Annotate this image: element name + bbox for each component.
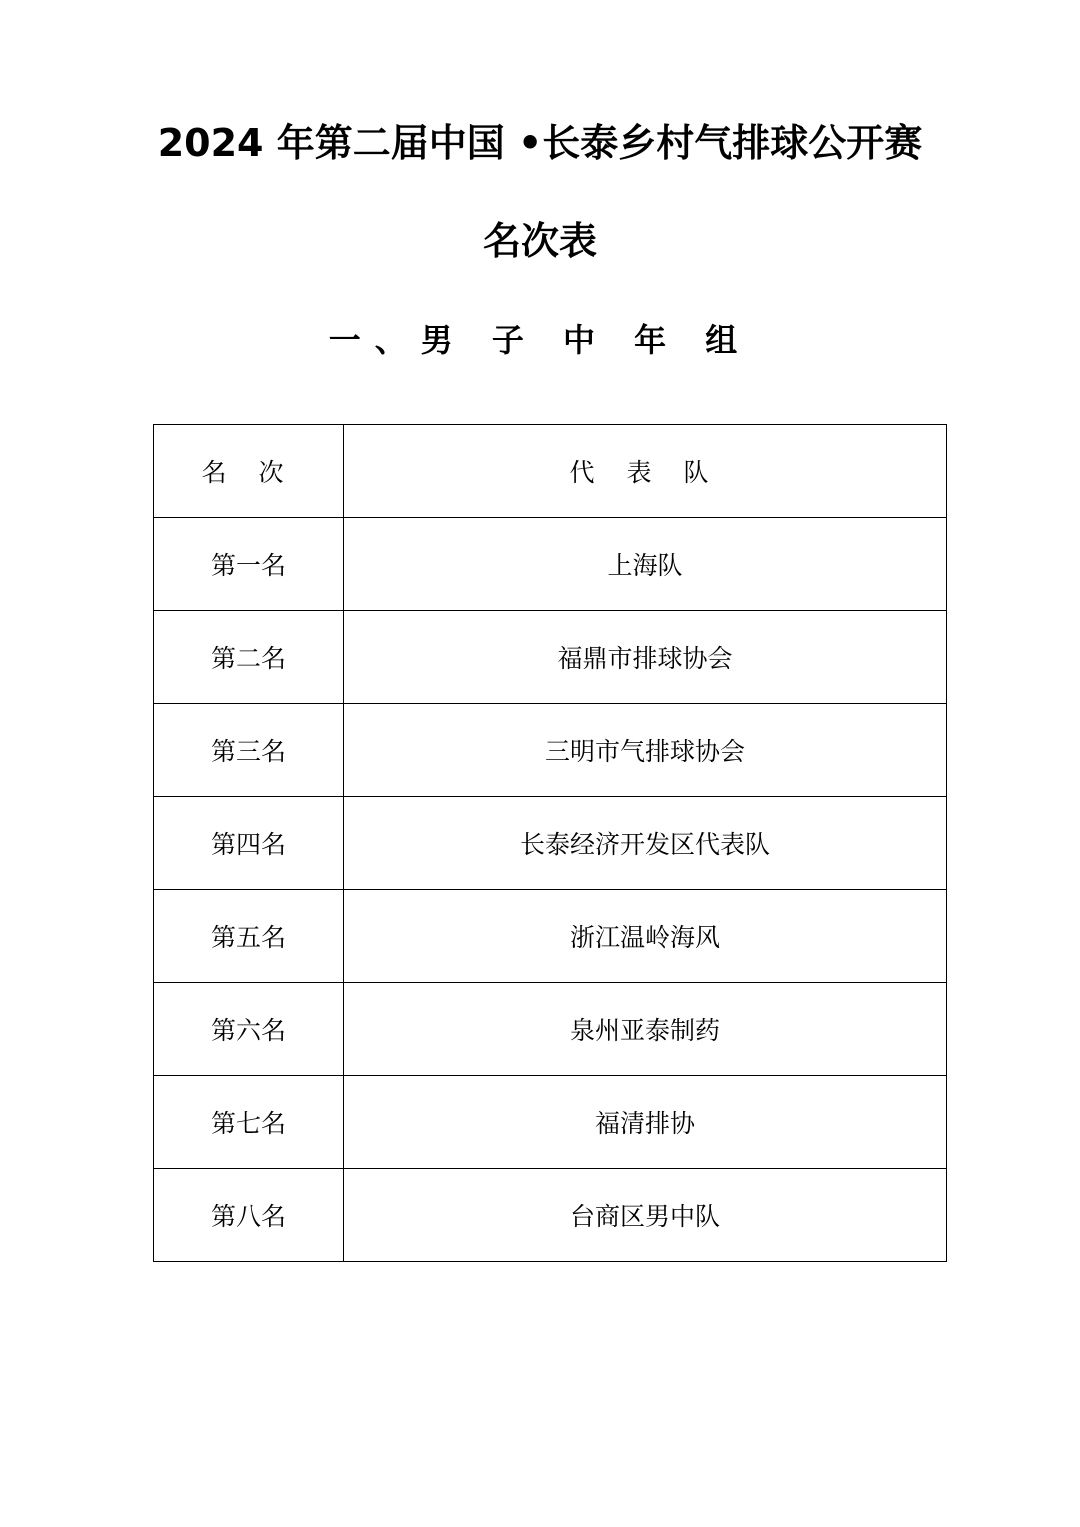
- header-team: 代 表 队: [344, 425, 947, 518]
- rank-cell: 第三名: [154, 704, 344, 797]
- rank-cell: 第二名: [154, 611, 344, 704]
- table-row: [154, 797, 947, 890]
- rank-cell: 第一名: [154, 518, 344, 611]
- document-title: 2024 年第二届中国 •长泰乡村气排球公开赛: [157, 121, 923, 165]
- table-row: [154, 1076, 947, 1169]
- team-cell: 泉州亚泰制药: [344, 983, 947, 1076]
- team-cell: 台商区男中队: [344, 1169, 947, 1262]
- table-header-row: [154, 425, 947, 518]
- rank-cell: 第八名: [154, 1169, 344, 1262]
- team-cell: 福清排协: [344, 1076, 947, 1169]
- rank-cell: 第四名: [154, 797, 344, 890]
- team-cell: 上海队: [344, 518, 947, 611]
- rank-cell: 第七名: [154, 1076, 344, 1169]
- team-cell: 长泰经济开发区代表队: [344, 797, 947, 890]
- team-cell: 福鼎市排球协会: [344, 611, 947, 704]
- table-row: [154, 518, 947, 611]
- table-row: [154, 890, 947, 983]
- table-row: [154, 1169, 947, 1262]
- rank-cell: 第五名: [154, 890, 344, 983]
- section-title: 一、男 子 中 年 组: [328, 321, 752, 359]
- rank-cell: 第六名: [154, 983, 344, 1076]
- document-subtitle: 名次表: [482, 219, 597, 263]
- ranking-table: [153, 424, 947, 1262]
- table-row: [154, 611, 947, 704]
- team-cell: 三明市气排球协会: [344, 704, 947, 797]
- table-row: [154, 983, 947, 1076]
- header-rank: 名 次: [154, 425, 344, 518]
- table-row: [154, 704, 947, 797]
- team-cell: 浙江温岭海风: [344, 890, 947, 983]
